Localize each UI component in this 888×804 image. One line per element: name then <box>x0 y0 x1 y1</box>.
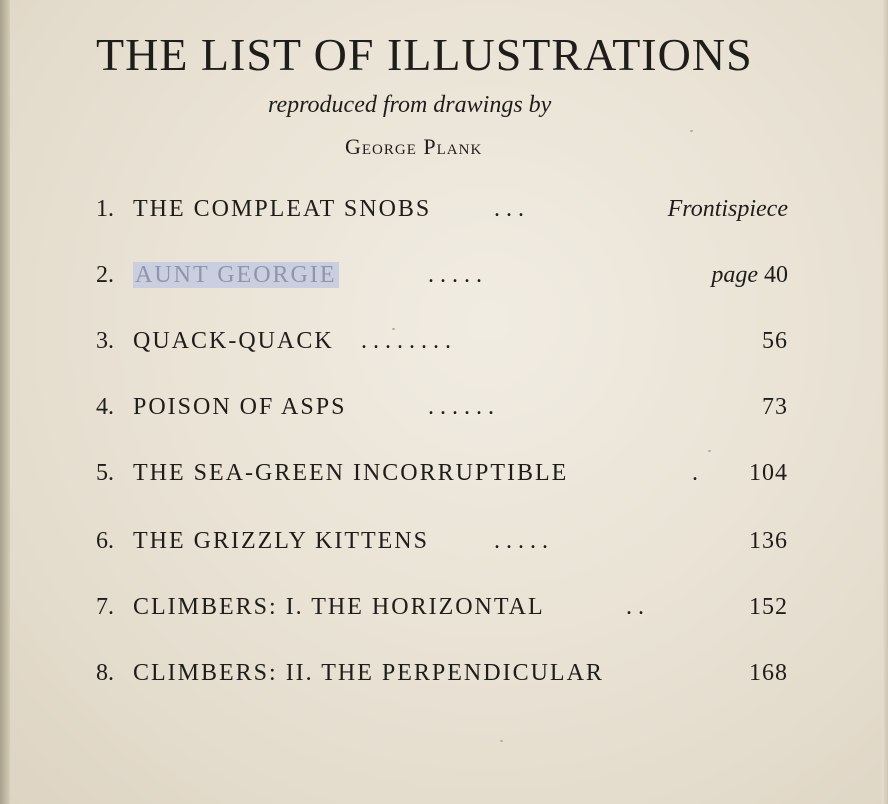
entry-title: THE SEA-GREEN INCORRUPTIBLE <box>133 460 569 486</box>
list-item <box>96 328 796 364</box>
entry-page: 56 <box>762 328 788 354</box>
entry-title: CLIMBERS: I. THE HORIZONTAL <box>133 594 545 620</box>
entry-page: 40 <box>764 262 788 288</box>
entry-number: 2. <box>96 262 114 288</box>
list-item <box>96 528 796 564</box>
entry-title-wrap <box>133 262 339 289</box>
entry-title: THE COMPLEAT SNOBS <box>133 196 432 222</box>
dot-leader: . . . . . <box>428 262 482 288</box>
entry-title: POISON OF ASPS <box>133 394 347 420</box>
entry-number: 5. <box>96 460 114 486</box>
dot-leader: . <box>692 460 698 486</box>
entry-number: 3. <box>96 328 114 354</box>
entry-page: 168 <box>749 660 788 686</box>
dot-leader: . . . . . <box>494 528 548 554</box>
page-gutter-shadow <box>0 0 10 804</box>
entry-page: 104 <box>749 460 788 486</box>
dot-leader: . . . . . . <box>428 394 494 420</box>
author-name: George Plank <box>345 134 483 159</box>
list-item <box>96 262 796 298</box>
list-item <box>96 660 796 696</box>
page-title: THE LIST OF ILLUSTRATIONS <box>96 29 753 80</box>
list-item <box>96 594 796 630</box>
entry-title: QUACK-QUACK <box>133 328 334 354</box>
list-item <box>96 196 796 232</box>
entry-page: Frontispiece <box>667 196 788 222</box>
entry-page: 136 <box>749 528 788 554</box>
list-item <box>96 460 796 496</box>
entry-number: 7. <box>96 594 114 620</box>
paper-speck <box>708 450 711 452</box>
page-subtitle: reproduced from drawings by <box>268 92 552 118</box>
dot-leader: . . <box>626 594 644 620</box>
entry-page-ref <box>711 262 788 289</box>
entry-number: 8. <box>96 660 114 686</box>
page-edge <box>882 0 888 804</box>
list-item <box>96 394 796 430</box>
page-label: page <box>711 262 758 288</box>
entry-title: THE GRIZZLY KITTENS <box>133 528 429 554</box>
entry-page: 152 <box>749 594 788 620</box>
entry-number: 1. <box>96 196 114 222</box>
paper-speck <box>500 740 503 742</box>
paper-speck <box>690 130 693 132</box>
entry-page: 73 <box>762 394 788 420</box>
entry-title: CLIMBERS: II. THE PERPENDICULAR <box>133 660 604 686</box>
dot-leader: . . . <box>494 196 524 222</box>
entry-number: 6. <box>96 528 114 554</box>
entry-number: 4. <box>96 394 114 420</box>
dot-leader: . . . . . . . . <box>361 328 451 354</box>
entry-title-highlighted: AUNT GEORGIE <box>135 262 337 288</box>
